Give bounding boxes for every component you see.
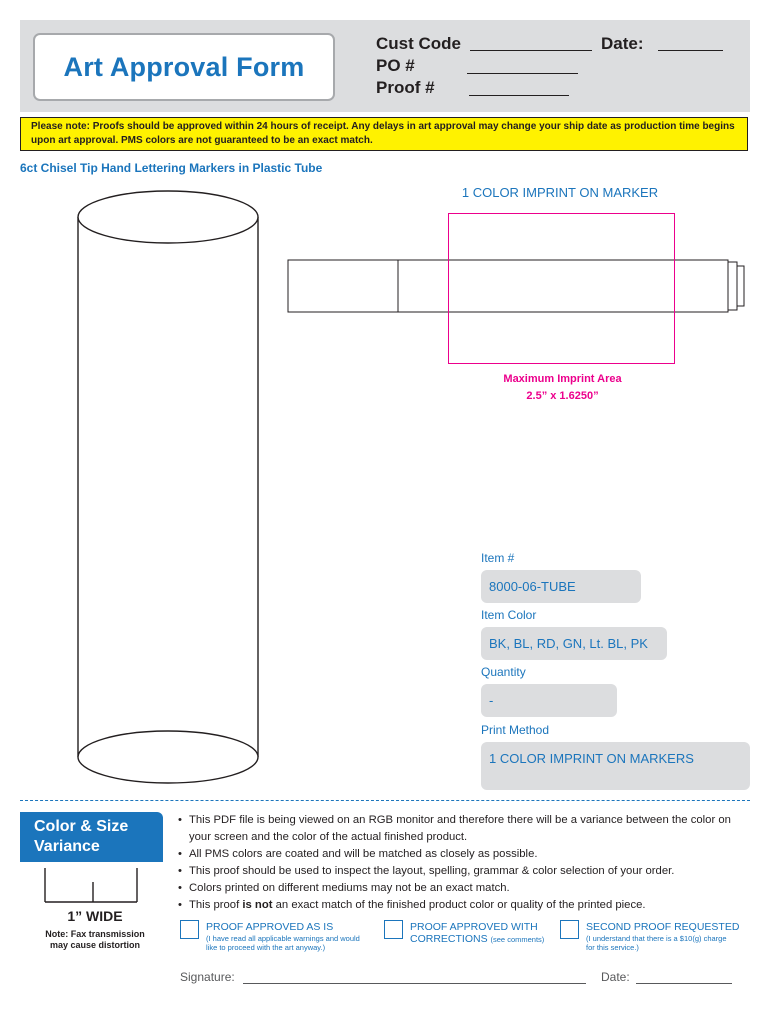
- proof-approved-as-is-label: PROOF APPROVED AS IS: [206, 921, 334, 933]
- opt3-note-line2: for this service.): [586, 943, 639, 952]
- form-title: Art Approval Form: [63, 51, 305, 82]
- opt2-title-line2: CORRECTIONS: [410, 933, 488, 945]
- variance-bullets: [178, 812, 748, 914]
- date-label: Date:: [601, 34, 644, 53]
- bullet-not-exact-bold: is not: [242, 899, 273, 911]
- product-title: 6ct Chisel Tip Hand Lettering Markers in Plastic Tube: [20, 161, 323, 175]
- tube-illustration: [60, 180, 280, 790]
- item-number-field[interactable]: 8000-06-TUBE: [481, 570, 641, 603]
- max-imprint-area-box: [448, 213, 675, 364]
- color-size-variance-badge: [20, 812, 163, 862]
- opt2-title-line1: PROOF APPROVED WITH: [410, 921, 538, 933]
- max-imprint-area-label: [440, 371, 685, 405]
- item-number-label: Item #: [481, 551, 515, 565]
- po-field[interactable]: [467, 73, 578, 74]
- proof-approved-as-is-note: [206, 934, 360, 952]
- opt1-note-line1: (I have read all applicable warnings and would: [206, 934, 360, 943]
- bullet-not-exact-pre: This proof: [189, 899, 243, 911]
- width-bracket-icon: [40, 866, 150, 906]
- approval-notice: Please note: Proofs should be approved within 24 hours of receipt. Any delays in art approval may change your ship date as production time begins upon art approval. PMS colors are not guaranteed to be an exact match.: [20, 117, 748, 151]
- cust-code-field[interactable]: [470, 50, 592, 51]
- max-area-size: 2.5” x 1.6250”: [526, 390, 599, 402]
- signature-label: Signature:: [180, 970, 235, 984]
- opt2-title-line2-row: [410, 933, 544, 946]
- second-proof-requested-note: [586, 934, 727, 952]
- marker-cap: [288, 260, 398, 312]
- bullet-rgb-variance: • This PDF file is being viewed on an RGB monitor and therefore there will be a variance between the color on your screen and the color of the actual finished product.: [178, 812, 748, 846]
- proof-approved-with-corrections-label: [410, 921, 544, 946]
- quantity-field[interactable]: -: [481, 684, 617, 717]
- marker-end-1: [728, 262, 737, 310]
- fax-note-line2: may cause distortion: [49, 940, 141, 950]
- proof-approved-as-is-checkbox[interactable]: [180, 920, 199, 939]
- signature-date-label: Date:: [601, 970, 630, 984]
- imprint-label: 1 COLOR IMPRINT ON MARKER: [461, 185, 659, 200]
- signature-field[interactable]: [243, 983, 586, 984]
- date-field[interactable]: [658, 50, 723, 51]
- proof-label: Proof #: [376, 78, 435, 97]
- item-color-label: Item Color: [481, 608, 537, 622]
- bullet-inspect-proof: • This proof should be used to inspect the layout, spelling, grammar & color selection of your order.: [178, 863, 748, 880]
- bullet-mediums: • Colors printed on different mediums may not be an exact match.: [178, 880, 748, 897]
- section-divider: [20, 800, 750, 801]
- one-inch-wide-label: 1” WIDE: [67, 908, 123, 924]
- proof-approved-with-corrections-checkbox[interactable]: [384, 920, 403, 939]
- po-label: PO #: [376, 56, 415, 75]
- bullet-not-exact-post: an exact match of the finished product color or quality of the printed piece.: [272, 899, 646, 911]
- bullet-not-exact: [178, 897, 748, 914]
- variance-title-line2: Variance: [34, 838, 100, 855]
- print-method-field[interactable]: 1 COLOR IMPRINT ON MARKERS: [481, 742, 750, 790]
- quantity-label: Quantity: [481, 665, 526, 679]
- second-proof-requested-checkbox[interactable]: [560, 920, 579, 939]
- opt1-note-line2: like to proceed with the art anyway.): [206, 943, 326, 952]
- opt2-note: (see comments): [490, 935, 545, 944]
- form-title-box: [33, 33, 335, 101]
- tube-bottom: [78, 731, 258, 783]
- cust-code-label: Cust Code: [376, 34, 461, 53]
- print-method-label: Print Method: [481, 723, 550, 737]
- marker-end-2: [737, 266, 744, 306]
- tube-top: [78, 191, 258, 243]
- second-proof-requested-label: SECOND PROOF REQUESTED: [586, 921, 740, 933]
- opt3-note-line1: (I understand that there is a $10(g) charge: [586, 934, 727, 943]
- item-color-field[interactable]: BK, BL, RD, GN, Lt. BL, PK: [481, 627, 667, 660]
- fax-note: [25, 929, 165, 951]
- proof-field[interactable]: [469, 95, 569, 96]
- signature-date-field[interactable]: [636, 983, 732, 984]
- bullet-pms-coated: • All PMS colors are coated and will be matched as closely as possible.: [178, 846, 748, 863]
- variance-title-line1: Color & Size: [34, 818, 129, 835]
- fax-note-line1: Note: Fax transmission: [45, 929, 145, 939]
- max-area-title: Maximum Imprint Area: [503, 373, 622, 385]
